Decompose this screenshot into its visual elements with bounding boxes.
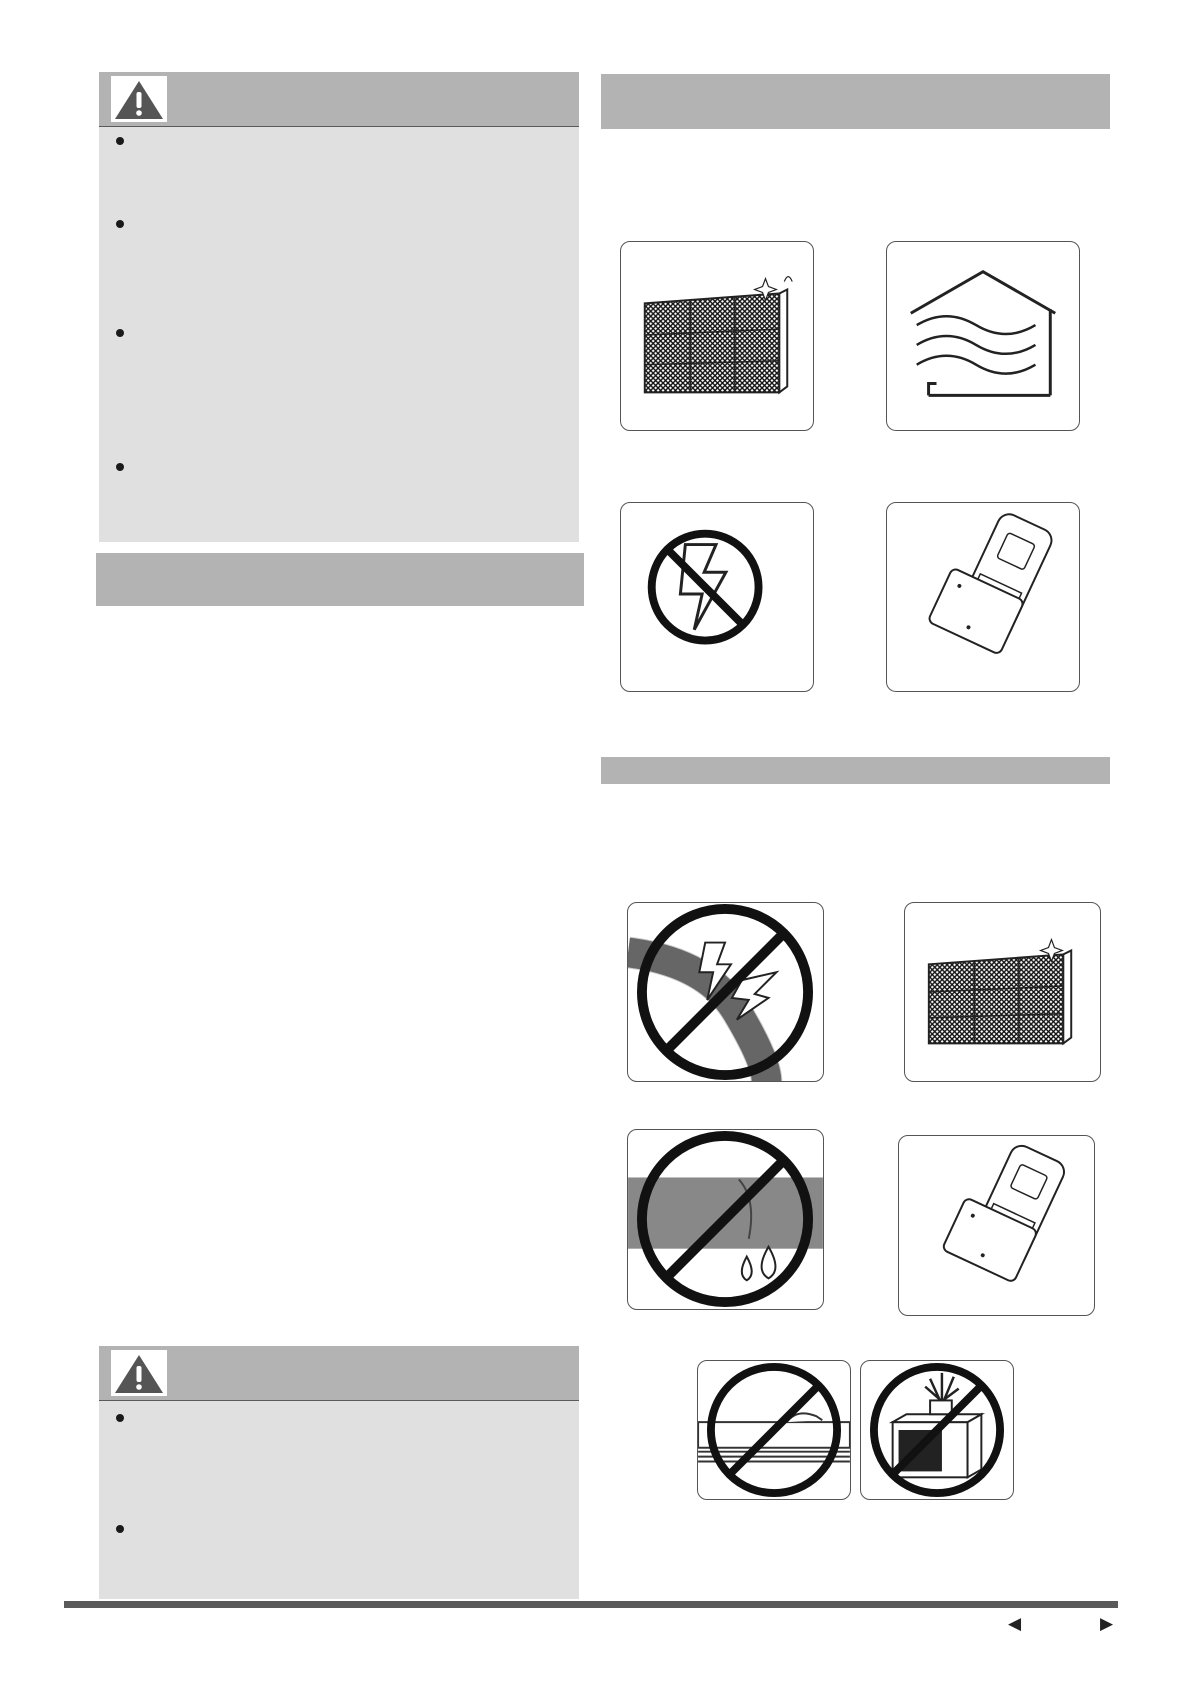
no-damaged-cable-icon: [628, 903, 823, 1081]
remote-control-battery-icon: [899, 1136, 1094, 1315]
bullet-point: [116, 463, 124, 471]
no-electrical-interference-icon: [621, 503, 813, 691]
next-page-arrow-icon[interactable]: ▶: [1100, 1614, 1114, 1634]
bullet-point: [116, 1414, 124, 1422]
footer-rule: [64, 1601, 1118, 1608]
warning-box-header: [99, 72, 579, 128]
clean-filter-illustration: [620, 241, 814, 431]
clean-filter-illustration-2: [904, 902, 1101, 1082]
clean-filter-icon: [621, 242, 813, 430]
section-header-right-bottom: [601, 757, 1110, 784]
ventilate-room-icon: [887, 242, 1079, 430]
no-objects-on-unit-illustration: [860, 1360, 1014, 1500]
warning-triangle-icon: [111, 1350, 167, 1396]
section-header-right-top: [601, 74, 1110, 129]
clean-filter-icon: [905, 903, 1100, 1081]
bullet-point: [116, 220, 124, 228]
remote-control-battery-icon: [887, 503, 1079, 691]
prev-page-arrow-icon[interactable]: ◀: [1008, 1614, 1022, 1634]
bullet-point: [116, 137, 124, 145]
warning-box-body: [99, 127, 579, 542]
ventilate-room-illustration: [886, 241, 1080, 431]
no-water-spray-illustration: [627, 1129, 824, 1310]
section-header-left: [96, 553, 584, 606]
bullet-point: [116, 329, 124, 337]
no-blocked-airflow-icon: [698, 1361, 850, 1499]
no-damaged-cable-illustration: [627, 902, 824, 1082]
bullet-point: [116, 1525, 124, 1533]
no-water-spray-icon: [628, 1130, 823, 1309]
remote-battery-illustration-2: [898, 1135, 1095, 1316]
warning-triangle-icon: [111, 76, 167, 122]
warning-box-header-bottom: [99, 1346, 579, 1402]
no-blocked-airflow-illustration: [697, 1360, 851, 1500]
warning-box-body-bottom: [99, 1401, 579, 1599]
no-interference-illustration: [620, 502, 814, 692]
no-objects-on-unit-icon: [861, 1361, 1013, 1499]
remote-battery-illustration: [886, 502, 1080, 692]
